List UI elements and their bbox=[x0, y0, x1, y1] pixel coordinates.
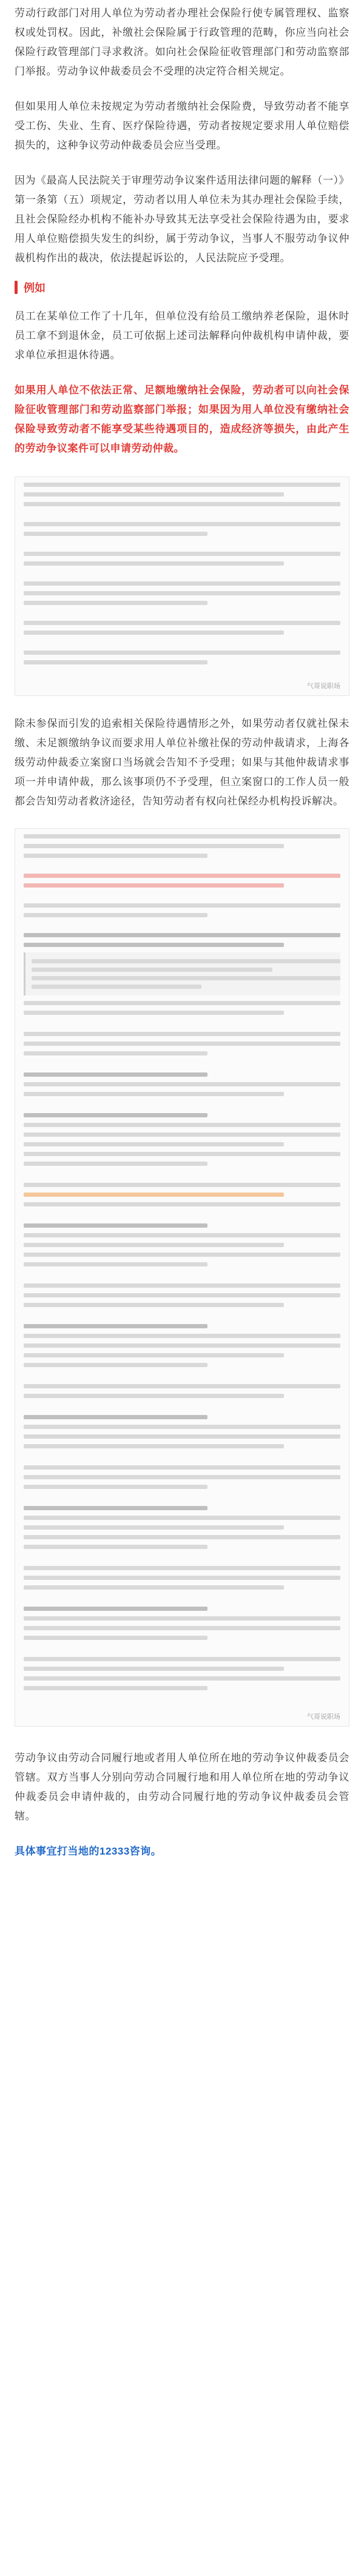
paragraph-judicial-interpretation: 因为《最高人民法院关于审理劳动争议案件适用法律问题的解释（一）》第一条第（五）项规定，劳动者以用人单位未为其办理社会保险手续，且社会保险经办机构不能补办导致其无法享受社会保险待遇为由，要求用人单位赔偿损失发生的纠纷，属于劳动争议，当事人不服劳动争议仲裁机构作出的裁决，依法提起诉讼的，人民法院应予受理。 bbox=[15, 175, 349, 264]
excerpt-line bbox=[24, 1545, 207, 1549]
excerpt-subheading bbox=[24, 1223, 207, 1228]
excerpt-line bbox=[24, 933, 340, 937]
excerpt-line bbox=[24, 561, 284, 566]
excerpt-line bbox=[24, 1636, 207, 1640]
excerpt-line bbox=[24, 1243, 284, 1247]
excerpt-line bbox=[24, 903, 340, 908]
excerpt-line bbox=[24, 834, 340, 838]
excerpt-line bbox=[24, 1162, 207, 1166]
excerpt-line bbox=[24, 1384, 340, 1388]
excerpt-line bbox=[24, 1676, 340, 1681]
excerpt-subheading bbox=[24, 1506, 207, 1510]
excerpt-line bbox=[24, 854, 207, 858]
excerpt-line bbox=[24, 1202, 340, 1206]
excerpt-line bbox=[24, 1686, 207, 1690]
excerpt-line bbox=[24, 1576, 340, 1580]
paragraph-jurisdiction: 劳动争议由劳动合同履行地或者用人单位所在地的劳动争议仲裁委员会管辖。双方当事人分别向劳动合同履行地和用人单位所在地的劳动争议仲裁委员会申请仲裁的，由劳动合同履行地的劳动争议仲裁委员会管辖。 bbox=[15, 1752, 349, 1822]
excerpt-line bbox=[24, 844, 284, 848]
excerpt-line bbox=[24, 1262, 207, 1266]
paragraph-admin-remedy: 劳动行政部门对用人单位为劳动者办理社会保险行使专属管理权、监察权或处罚权。因此，补缴社会保险属于行政管理的范畴，你应当向社会保险行政管理部门寻求救济。如向社会保险征收管理部门和劳动监察部门举报。劳动争议仲裁委员会不受理的决定符合相关规定。 bbox=[15, 7, 349, 77]
excerpt-highlight-line bbox=[24, 883, 284, 888]
excerpt-line bbox=[24, 522, 340, 526]
excerpt-line bbox=[24, 483, 340, 487]
excerpt-line bbox=[24, 1001, 340, 1005]
excerpt-line bbox=[24, 581, 340, 586]
excerpt-line bbox=[24, 1032, 340, 1036]
excerpt-line bbox=[24, 532, 207, 536]
excerpt-line bbox=[24, 1425, 340, 1429]
excerpt-line bbox=[24, 1353, 284, 1357]
excerpt-line bbox=[24, 1394, 284, 1398]
excerpt-line bbox=[24, 1293, 340, 1297]
example-heading bbox=[15, 276, 349, 298]
excerpt-line bbox=[24, 651, 340, 655]
excerpt-line bbox=[24, 1475, 340, 1479]
excerpt-line bbox=[24, 1152, 340, 1156]
excerpt-line bbox=[24, 1535, 340, 1539]
embedded-article-screenshot-1 bbox=[15, 477, 349, 696]
excerpt-line bbox=[24, 1082, 340, 1086]
excerpt-line bbox=[24, 1667, 284, 1671]
paragraph-shanghai-practice: 除未参保而引发的追索相关保险待遇情形之外，如果劳动者仅就社保未缴、未足额缴纳争议而要求用人单位补缴社保的劳动仲裁请求，上海各级劳动仲裁委立案窗口当场就会告知不予受理；如果与其他仲裁请求事项一并申请仲裁，那么该事项仍不予受理，但立案窗口的工作人员一般都会告知劳动者救济途径，告知劳动者有权向社保经办机构投诉解决。 bbox=[15, 718, 349, 807]
excerpt-line bbox=[24, 1343, 340, 1348]
excerpt-line bbox=[24, 1183, 340, 1187]
excerpt-quote bbox=[24, 952, 340, 995]
excerpt-line bbox=[24, 1253, 340, 1257]
watermark-text: 气哥说职场 bbox=[307, 683, 340, 690]
excerpt-subheading bbox=[24, 1324, 207, 1328]
excerpt-line bbox=[24, 913, 207, 917]
paragraph-highlight-summary: 如果用人单位不依法正常、足额地缴纳社会保险，劳动者可以向社会保险征收管理部门和劳动监察部门举报；如果因为用人单位没有缴纳社会保险导致劳动者不能享受某些待遇项目的，造成经济等损失，由此产生的劳动争议案件可以申请劳动仲裁。 bbox=[15, 384, 349, 454]
excerpt-line bbox=[24, 1142, 284, 1146]
excerpt-line bbox=[24, 1626, 340, 1630]
excerpt-line bbox=[24, 1334, 340, 1338]
excerpt-line bbox=[24, 1516, 340, 1520]
excerpt-line bbox=[24, 1657, 340, 1661]
red-bar-icon bbox=[15, 281, 18, 294]
excerpt-line bbox=[24, 1042, 340, 1046]
excerpt-line bbox=[24, 1123, 340, 1127]
excerpt-line bbox=[24, 1283, 340, 1288]
excerpt-line bbox=[24, 601, 207, 605]
excerpt-line bbox=[24, 502, 340, 506]
excerpt-line bbox=[24, 943, 284, 947]
excerpt-highlight-line bbox=[24, 874, 340, 878]
excerpt-line bbox=[24, 552, 340, 556]
excerpt-line bbox=[24, 492, 284, 497]
excerpt-line bbox=[24, 621, 340, 625]
excerpt-subheading bbox=[24, 1113, 207, 1117]
excerpt-line bbox=[24, 1363, 207, 1367]
excerpt-line bbox=[24, 1303, 284, 1307]
excerpt-line bbox=[24, 1525, 284, 1530]
paragraph-example: 员工在某单位工作了十几年，但单位没有给员工缴纳养老保险，退休时员工拿不到退休金，员工可依据上述司法解释向仲裁机构申请仲裁，要求单位承担退休待遇。 bbox=[15, 310, 349, 361]
excerpt-line bbox=[24, 1566, 340, 1570]
embedded-article-screenshot-2 bbox=[15, 828, 349, 1727]
excerpt-line bbox=[32, 959, 340, 963]
paragraph-arbitration-accepts: 但如果用人单位未按规定为劳动者缴纳社会保险费，导致劳动者不能享受工伤、失业、生育、医疗保险待遇，劳动者按规定要求用人单位赔偿损失的，这种争议劳动仲裁委员会应当受理。 bbox=[15, 101, 349, 151]
paragraph-hotline: 具体事宜打当地的12333咨询。 bbox=[15, 1845, 162, 1857]
excerpt-line bbox=[32, 976, 340, 980]
excerpt-line bbox=[24, 591, 340, 595]
excerpt-line bbox=[32, 985, 201, 989]
excerpt-line bbox=[24, 1485, 207, 1489]
excerpt-line bbox=[24, 1585, 284, 1590]
excerpt-subheading bbox=[24, 1072, 207, 1077]
excerpt-line bbox=[24, 1444, 284, 1448]
excerpt-subheading bbox=[24, 1415, 207, 1419]
excerpt-line bbox=[24, 1434, 340, 1439]
excerpt-line bbox=[24, 1465, 340, 1470]
excerpt-highlight-line bbox=[24, 1193, 284, 1197]
excerpt-line bbox=[24, 1011, 284, 1015]
excerpt-subheading bbox=[24, 1607, 207, 1611]
excerpt-line bbox=[24, 660, 207, 664]
excerpt-line bbox=[24, 1051, 207, 1055]
watermark-text: 气哥说职场 bbox=[307, 1713, 340, 1721]
excerpt-line bbox=[24, 1132, 340, 1137]
excerpt-line bbox=[24, 1616, 340, 1621]
excerpt-line bbox=[24, 1233, 340, 1237]
excerpt-line bbox=[24, 631, 284, 635]
example-heading-label: 例如 bbox=[24, 282, 46, 294]
excerpt-line bbox=[32, 968, 272, 972]
excerpt-line bbox=[24, 1092, 284, 1096]
